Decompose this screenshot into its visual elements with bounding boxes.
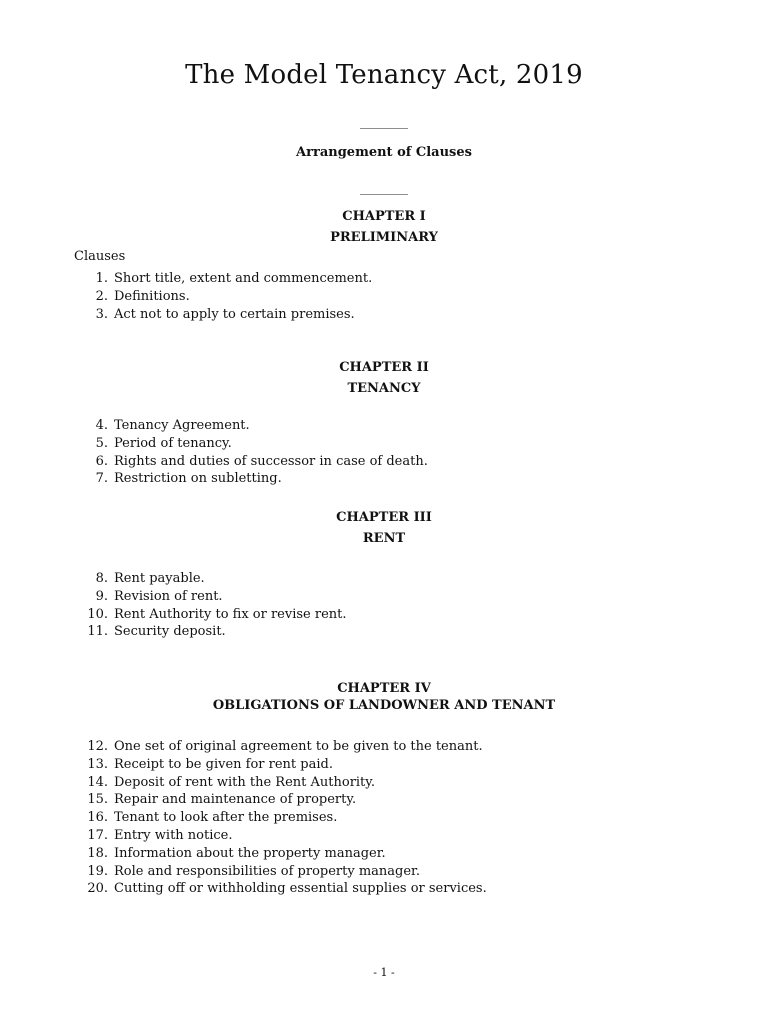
chapter-1-label: CHAPTER I xyxy=(342,209,426,224)
chapter-2-label: CHAPTER II xyxy=(339,360,429,375)
chapter-2-heading: TENANCY xyxy=(347,381,421,396)
arrangement-heading: Arrangement of Clauses xyxy=(296,145,472,160)
page-number: - 1 - xyxy=(373,966,395,979)
document-title: The Model Tenancy Act, 2019 xyxy=(185,60,583,90)
separator-top: ________ xyxy=(360,115,408,129)
document-page: The Model Tenancy Act, 2019 ________ Arrangement of Clauses ________ CHAPTER I PRELIMINARY Clauses 1. Short title, extent and commencement. 2. Definitions. 3. Act not to apply to certain premises. CHAPTER II TENANCY 4. Tenancy Agreement. 5. Period of tenancy. 6. Rights and duties of successor in case of death. 7. Restriction on subletting. CHAPTER III RENT 8. Rent payable. 9. Revision of rent. 10. Rent Authority to fix or revise rent. 11. Security deposit. CHAPTER IV OBLIGATIONS OF LANDOWNER AND TENANT 12. One set of original agreement to be given to the tenant. 13. Receipt to be given for rent paid. 14. Deposit of rent with the Rent Authority. 15. Repair and maintenance of property. 16. Tenant to look after the premises. 17. Entry with notice. 18. Information about the property manager. 19. Role and responsibilities of property manager. 20. Cutting off or withholding essential supplies or services. - 1 - xyxy=(0,0,768,1024)
chapter-4-label: CHAPTER IV xyxy=(337,681,431,696)
chapter-4-heading: OBLIGATIONS OF LANDOWNER AND TENANT xyxy=(212,698,556,713)
chapter-3-label: CHAPTER III xyxy=(336,510,432,525)
chapter-3-heading: RENT xyxy=(362,531,406,546)
clauses-label: Clauses xyxy=(74,249,126,264)
chapter-1-heading: PRELIMINARY xyxy=(330,230,438,245)
separator-bottom: ________ xyxy=(360,181,408,195)
